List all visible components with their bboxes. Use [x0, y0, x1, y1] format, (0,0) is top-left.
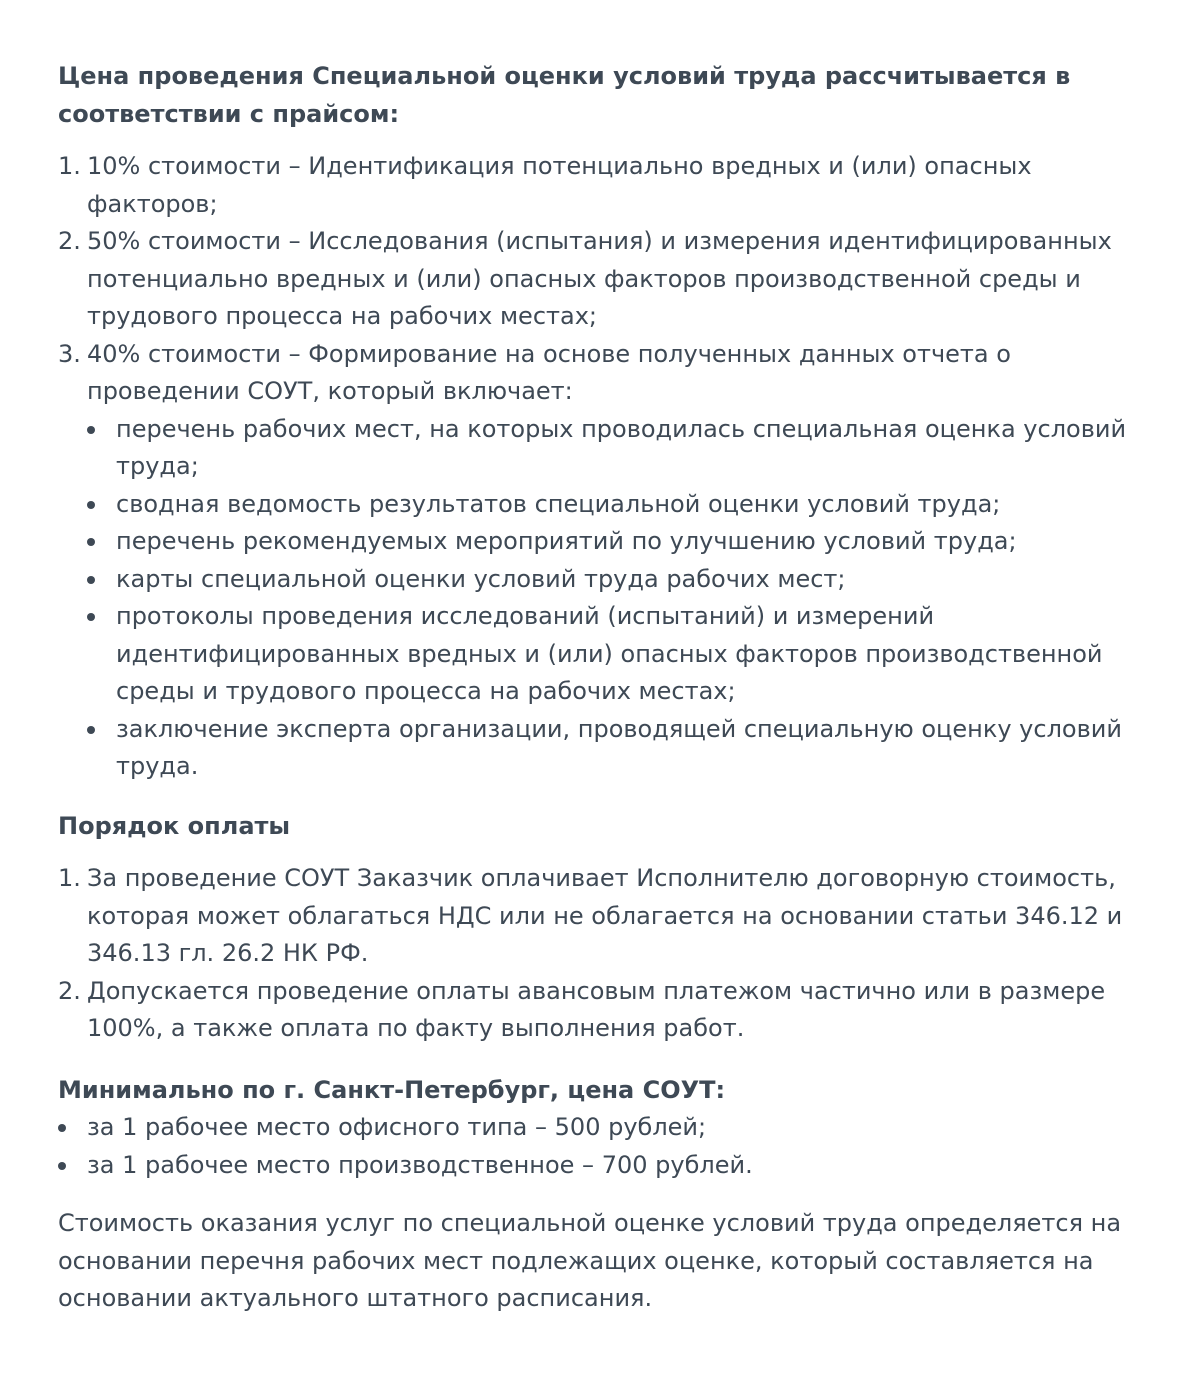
price-step-text: 50% стоимости – Исследования (испытания) и измерения идентифицированных потенциально вредных и (или) опасных факторов производственной среды и трудового процесса на рабочих местах;: [87, 227, 1112, 330]
bullet-icon: [58, 1162, 66, 1170]
minimum-price-heading: Минимально по г. Санкт-Петербург, цена СОУТ:: [58, 1075, 726, 1104]
price-article: [58, 58, 1168, 1318]
minimum-price-text: за 1 рабочее место производственное – 700 рублей.: [87, 1150, 753, 1179]
minimum-price-item: [58, 1147, 1168, 1185]
report-item: [87, 711, 1168, 786]
list-marker: 2.: [58, 227, 81, 255]
bullet-icon: [87, 576, 95, 584]
minimum-price-text: за 1 рабочее место офисного типа – 500 рублей;: [87, 1113, 707, 1141]
list-marker: 1.: [58, 152, 81, 180]
closing-paragraph: Стоимость оказания услуг по специальной оценке условий труда определяется на основании перечня рабочих мест подлежащих оценке, который составляется на основании актуального штатного расписания.: [58, 1209, 1122, 1312]
payment-item-text: Допускается проведение оплаты авансовым платежом частично или в размере 100%, а также оплата по факту выполнения работ.: [87, 976, 1106, 1042]
list-marker: 1.: [58, 864, 81, 892]
payment-item-text: За проведение СОУТ Заказчик оплачивает Исполнителю договорную стоимость, которая может облагаться НДС или не облагается на основании статьи 346.12 и 346.13 гл. 26.2 НК РФ.: [87, 864, 1123, 967]
price-step: [58, 223, 1168, 336]
payment-list: [58, 860, 1168, 1048]
price-step-text: 10% стоимости – Идентификация потенциально вредных и (или) опасных факторов;: [87, 152, 1032, 218]
bullet-icon: [58, 1124, 66, 1132]
bullet-icon: [87, 726, 95, 734]
bullet-icon: [87, 501, 95, 509]
report-item-text: протоколы проведения исследований (испытаний) и измерений идентифицированных вредных и (или) опасных факторов производственной среды и трудового процесса на рабочих местах;: [116, 602, 1103, 705]
report-item: [87, 486, 1168, 524]
list-marker: 3.: [58, 339, 81, 368]
price-step: [58, 336, 1168, 786]
price-intro-heading: Цена проведения Специальной оценки условий труда рассчитывается в соответствии с прайсом:: [58, 62, 1071, 128]
report-item-text: сводная ведомость результатов специальной оценки условий труда;: [116, 489, 1001, 518]
report-item-text: заключение эксперта организации, проводящей специальную оценку условий труда.: [116, 714, 1122, 780]
report-item: [87, 523, 1168, 561]
price-step-text: 40% стоимости – Формирование на основе полученных данных отчета о проведении СОУТ, который включает:: [87, 339, 1011, 405]
report-item: [87, 411, 1168, 486]
bullet-icon: [87, 538, 95, 546]
price-step: [58, 148, 1168, 223]
report-items-list: [87, 411, 1168, 786]
bullet-icon: [87, 613, 95, 621]
minimum-price-list: [58, 1109, 1168, 1184]
report-item: [87, 561, 1168, 599]
report-item-text: перечень рекомендуемых мероприятий по улучшению условий труда;: [116, 527, 1017, 555]
payment-item: [58, 860, 1168, 973]
payment-heading: Порядок оплаты: [58, 811, 291, 840]
price-steps-list: [58, 148, 1168, 786]
report-item-text: карты специальной оценки условий труда рабочих мест;: [116, 564, 846, 593]
report-item-text: перечень рабочих мест, на которых проводилась специальная оценка условий труда;: [116, 414, 1127, 480]
minimum-price-item: [58, 1109, 1168, 1147]
payment-item: [58, 973, 1168, 1048]
bullet-icon: [87, 426, 95, 434]
report-item: [87, 598, 1168, 711]
list-marker: 2.: [58, 976, 81, 1005]
